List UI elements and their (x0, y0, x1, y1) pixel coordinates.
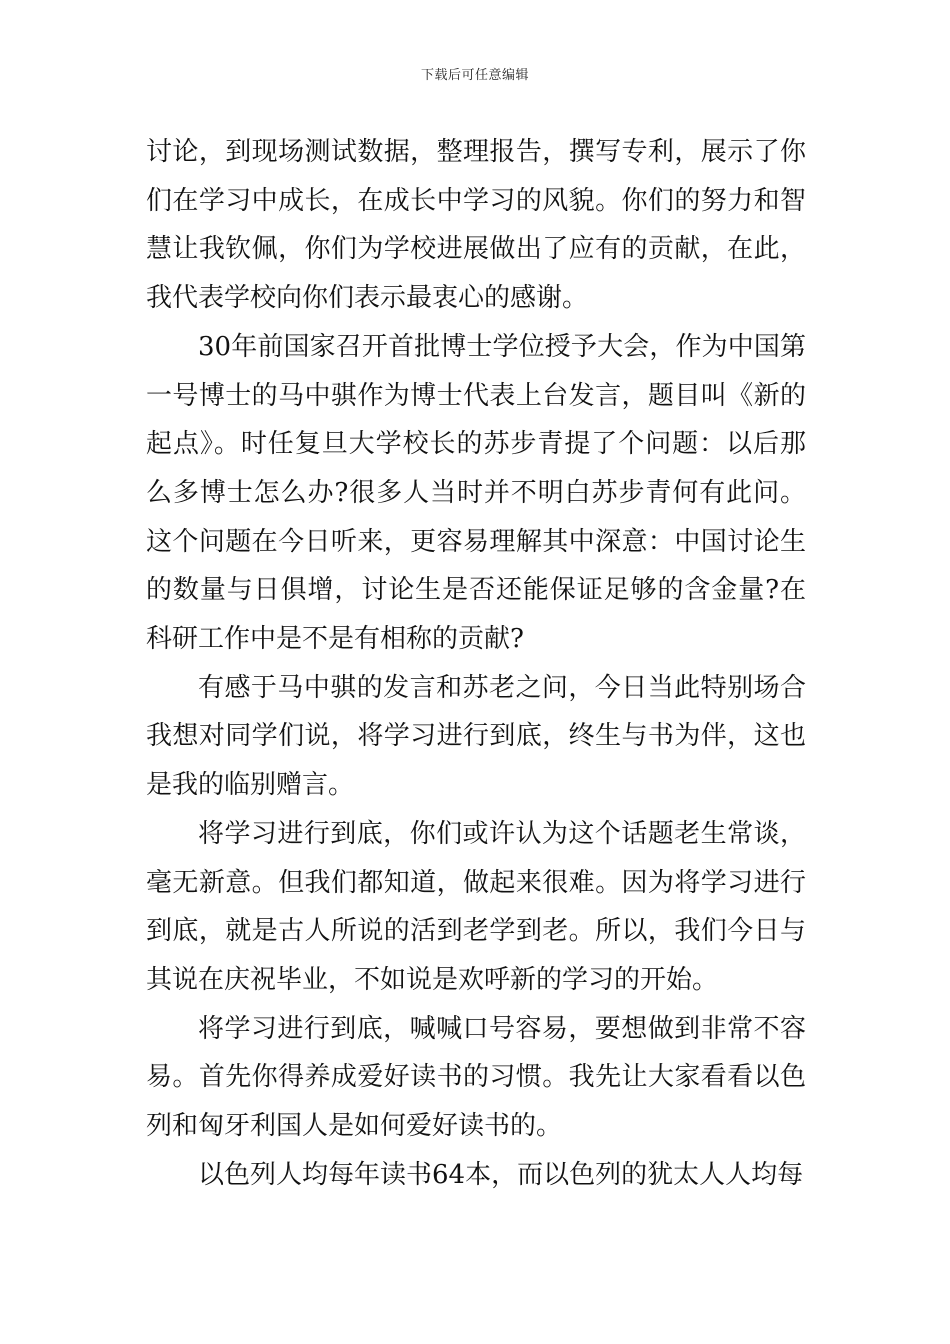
paragraph: 30年前国家召开首批博士学位授予大会，作为中国第一号博士的马中骐作为博士代表上台发言，题目叫《新的起点》。时任复旦大学校长的苏步青提了个问题：以后那么多博士怎么办?很多人当时并不明白苏步青何有此问。这个问题在今日听来，更容易理解其中深意：中国讨论生的数量与日俱增，讨论生是否还能保证足够的含金量?在科研工作中是不是有相称的贡献? (146, 331, 806, 655)
paragraph: 将学习进行到底，喊喊口号容易，要想做到非常不容易。首先你得养成爱好读书的习惯。我先让大家看看以色列和匈牙利国人是如何爱好读书的。 (146, 1013, 806, 1142)
page-header: 下载后可任意编辑 (420, 68, 529, 83)
paragraph: 讨论，到现场测试数据，整理报告，撰写专利，展示了你们在学习中成长，在成长中学习的风貌。你们的努力和智慧让我钦佩，你们为学校进展做出了应有的贡献，在此，我代表学校向你们表示最衷心的感谢。 (146, 137, 806, 314)
body-text (146, 128, 806, 1199)
paragraph: 以色列人均每年读书64本，而以色列的犹太人人均每 (198, 1159, 804, 1190)
paragraph: 将学习进行到底，你们或许认为这个话题老生常谈，毫无新意。但我们都知道，做起来很难。因为将学习进行到底，就是古人所说的活到老学到老。所以，我们今日与其说在庆祝毕业，不如说是欢呼新的学习的开始。 (146, 818, 806, 995)
paragraph: 有感于马中骐的发言和苏老之问，今日当此特别场合我想对同学们说，将学习进行到底，终生与书为伴，这也是我的临别赠言。 (146, 672, 806, 801)
